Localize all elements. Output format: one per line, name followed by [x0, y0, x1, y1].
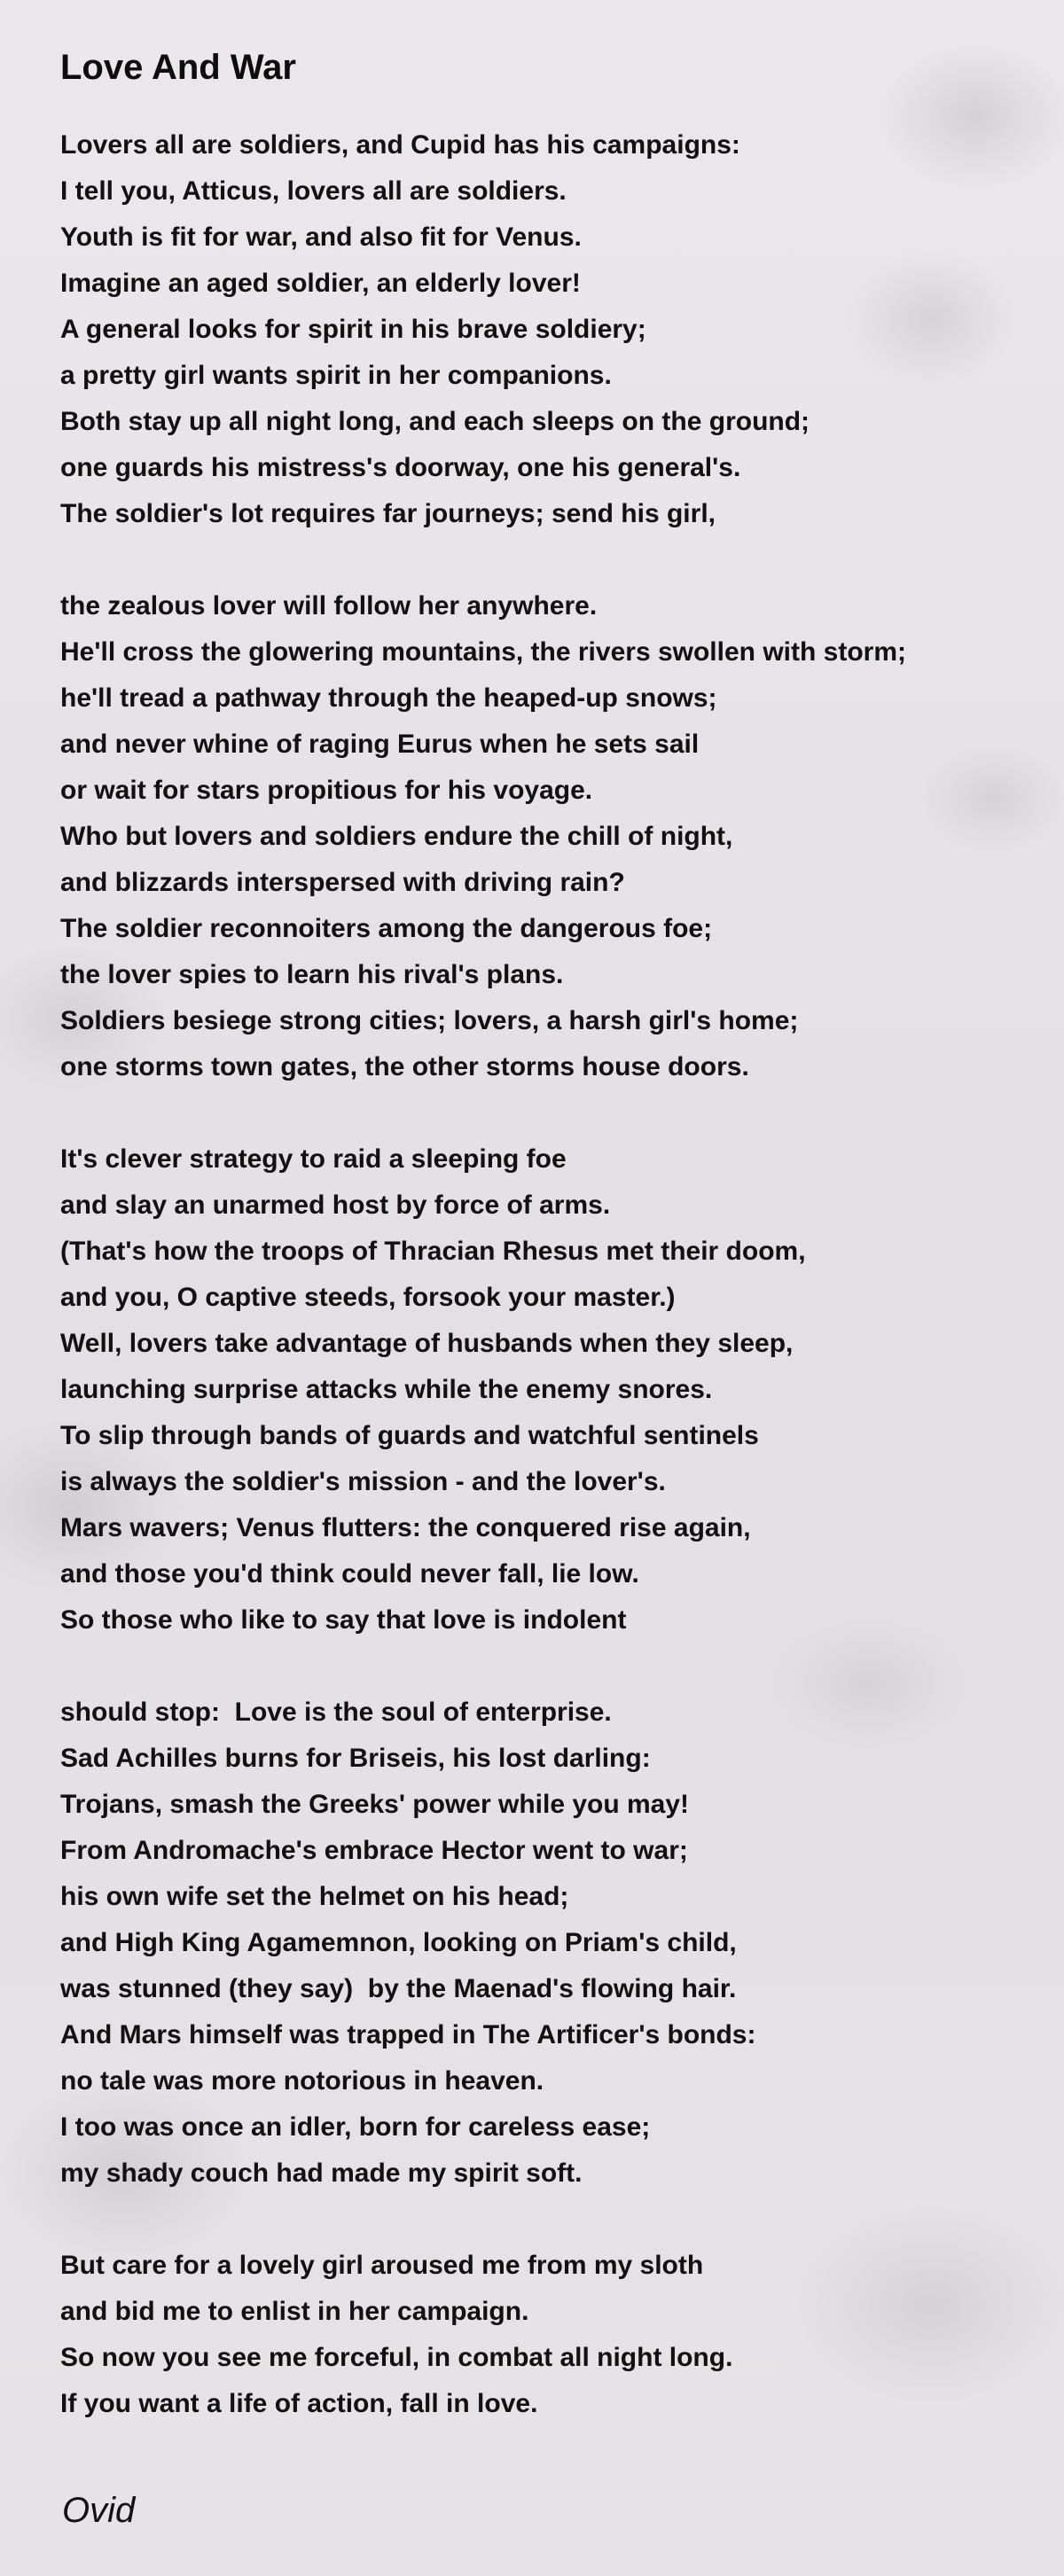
poem-line: Trojans, smash the Greeks' power while you may! — [60, 1790, 690, 1819]
poem-line: If you want a life of action, fall in love. — [60, 2389, 538, 2418]
stanza-break — [60, 1643, 1036, 1690]
poem-line: Who but lovers and soldiers endure the chill of night, — [60, 822, 733, 851]
poem-line: launching surprise attacks while the enemy snores. — [60, 1375, 713, 1404]
poem-line: was stunned (they say) by the Maenad's flowing hair. — [60, 1974, 737, 2003]
poem-page — [60, 39, 1036, 2427]
stanza-break — [60, 2197, 1036, 2243]
poem-line: my shady couch had made my spirit soft. — [60, 2158, 583, 2188]
poem-line: and bid me to enlist in her campaign. — [60, 2297, 529, 2326]
stanza-break — [60, 1090, 1036, 1136]
poem-line: a pretty girl wants spirit in her companions. — [60, 361, 612, 390]
poem-line: (That's how the troops of Thracian Rhesus met their doom, — [60, 1237, 806, 1266]
poem-line: and those you'd think could never fall, lie low. — [60, 1559, 639, 1589]
poem-stanza — [60, 2243, 1036, 2427]
poem-line: I too was once an idler, born for careless ease; — [60, 2112, 651, 2142]
poem-title: Love And War — [60, 48, 296, 87]
poem-stanza — [60, 1690, 1036, 2197]
poem-line: is always the soldier's mission - and the lover's. — [60, 1467, 666, 1496]
poem-line: and blizzards interspersed with driving rain? — [60, 868, 625, 897]
poem-line: Well, lovers take advantage of husbands when they sleep, — [60, 1329, 794, 1358]
poem-line: I tell you, Atticus, lovers all are soldiers. — [60, 176, 567, 206]
poem-line: the lover spies to learn his rival's plans. — [60, 960, 564, 989]
poem-line: and never whine of raging Eurus when he sets sail — [60, 730, 700, 759]
poem-line: So now you see me forceful, in combat all night long. — [60, 2343, 733, 2372]
poem-line: And Mars himself was trapped in The Artificer's bonds: — [60, 2020, 756, 2049]
poem-line: But care for a lovely girl aroused me from my sloth — [60, 2251, 704, 2280]
poem-line: and you, O captive steeds, forsook your master.) — [60, 1283, 676, 1312]
poem-line: or wait for stars propitious for his voyage. — [60, 776, 593, 805]
poem-author: Ovid — [62, 2491, 136, 2530]
poem-line: Youth is fit for war, and also fit for Venus. — [60, 222, 582, 252]
stanza-break — [60, 537, 1036, 583]
poem-line: The soldier's lot requires far journeys; send his girl, — [60, 499, 716, 528]
poem-line: Mars wavers; Venus flutters: the conquered rise again, — [60, 1513, 751, 1542]
poem-line: one storms town gates, the other storms house doors. — [60, 1052, 749, 1081]
poem-stanza — [60, 583, 1036, 1090]
poem-line: He'll cross the glowering mountains, the rivers swollen with storm; — [60, 637, 906, 667]
poem-line: Both stay up all night long, and each sleeps on the ground; — [60, 407, 810, 436]
poem-line: he'll tread a pathway through the heaped-up snows; — [60, 683, 717, 713]
poem-body — [60, 122, 1036, 2427]
poem-line: From Andromache's embrace Hector went to war; — [60, 1836, 688, 1865]
poem-line: It's clever strategy to raid a sleeping foe — [60, 1144, 567, 1174]
poem-line: no tale was more notorious in heaven. — [60, 2066, 544, 2096]
poem-line: Imagine an aged soldier, an elderly lover! — [60, 269, 581, 298]
poem-line: and slay an unarmed host by force of arms. — [60, 1190, 611, 1220]
poem-stanza — [60, 1136, 1036, 1643]
poem-line: his own wife set the helmet on his head; — [60, 1882, 569, 1911]
poem-stanza — [60, 122, 1036, 537]
poem-line: one guards his mistress's doorway, one his general's. — [60, 453, 741, 482]
poem-line: Soldiers besiege strong cities; lovers, a harsh girl's home; — [60, 1006, 799, 1035]
poem-line: and High King Agamemnon, looking on Priam's child, — [60, 1928, 737, 1957]
poem-line: the zealous lover will follow her anywhere. — [60, 591, 598, 621]
poem-line: Lovers all are soldiers, and Cupid has his campaigns: — [60, 130, 740, 160]
poem-line: The soldier reconnoiters among the dangerous foe; — [60, 914, 713, 943]
poem-line: To slip through bands of guards and watchful sentinels — [60, 1421, 759, 1450]
poem-line: A general looks for spirit in his brave soldiery; — [60, 315, 646, 344]
poem-line: should stop: Love is the soul of enterprise. — [60, 1698, 612, 1727]
poem-line: So those who like to say that love is indolent — [60, 1605, 627, 1635]
poem-line: Sad Achilles burns for Briseis, his lost darling: — [60, 1744, 651, 1773]
